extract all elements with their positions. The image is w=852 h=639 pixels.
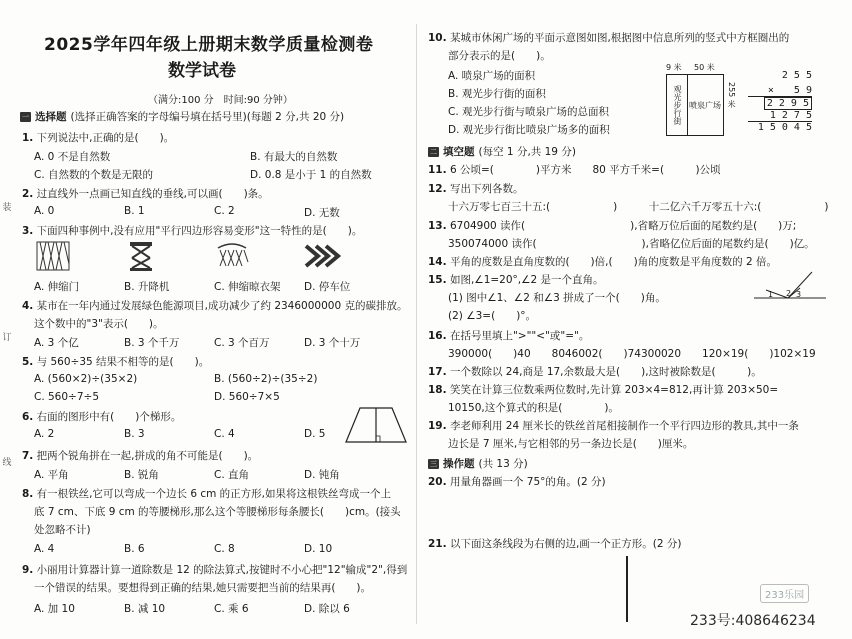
score-time-line: （满分:100 分 时间:90 分钟）: [148, 95, 293, 106]
question-text: 某市在一年内通过发展绿色能源项目,成功减少了约 2346000000 克的碳排放。: [36, 300, 408, 312]
question-text: 用量角器画一个 75°的角。(2 分): [449, 476, 606, 488]
question-9: [22, 562, 407, 577]
option-d: D. 无数: [304, 207, 340, 219]
question-3: [22, 223, 362, 238]
question-number: 12.: [428, 183, 447, 195]
question-8: [22, 486, 391, 501]
angle-label-3: 3: [796, 290, 802, 299]
question-5: [22, 354, 209, 369]
question-number: 14.: [428, 256, 447, 268]
section-number-icon: 二: [430, 147, 437, 156]
question-number: 19.: [428, 420, 447, 432]
question-16: [428, 328, 589, 343]
question-number: 20.: [428, 476, 447, 488]
question-number: 4.: [22, 300, 34, 312]
option-a: A. (560×2)÷(35×2): [34, 373, 138, 385]
question-4: [22, 298, 407, 313]
question-text: 下面四种事例中,没有应用"平行四边形容易变形"这一特性的是( )。: [36, 225, 363, 237]
question-4-line2: 这个数中的"3"表示( )。: [34, 318, 164, 330]
option-d: D. 停车位: [304, 281, 351, 293]
calc-line: 1 5 0 4 5: [757, 122, 812, 133]
option-c: C. 8: [214, 543, 235, 555]
question-14: [428, 254, 777, 269]
question-number: 9.: [22, 564, 34, 576]
question-18: [428, 382, 778, 397]
question-number: 21.: [428, 538, 447, 550]
section-label: 操作题: [443, 458, 475, 470]
option-c: C. 自然数的个数是无限的: [34, 169, 154, 181]
question-number: 2.: [22, 188, 34, 200]
question-11: [428, 162, 721, 177]
width-label-50m: 50 米: [694, 63, 715, 72]
exam-subtitle: 数学试卷: [168, 61, 236, 81]
question-text: 在括号里填上">""<"或"="。: [449, 330, 590, 342]
question-number: 6.: [22, 411, 34, 423]
question-number: 17.: [428, 366, 447, 378]
option-a: A. 3 个亿: [34, 337, 79, 349]
option-b: B. 6: [124, 543, 145, 555]
question-text: 过直线外一点画已知直线的垂线,可以画( )条。: [36, 188, 269, 200]
binding-strip: [0, 60, 14, 580]
option-c: C. 直角: [214, 469, 250, 481]
calc-line: × 5 9: [748, 81, 812, 97]
walkway-box: 观光步行街: [666, 74, 688, 136]
question-15-part1: (1) 图中∠1、∠2 和∠3 拼成了一个( )角。: [448, 292, 666, 304]
calc-boxed-line: 2 2 9 5: [764, 97, 812, 110]
option-b: B. 锐角: [124, 469, 159, 481]
width-label-9m: 9 米: [666, 63, 682, 72]
option-d: D. 观光步行街比喷泉广场多的面积: [448, 124, 610, 136]
option-d: D. 560÷7×5: [214, 391, 280, 403]
question-text: 有一根铁丝,它可以弯成一个边长 6 cm 的正方形,如果将这根铁丝弯成一个上: [36, 488, 392, 500]
question-text: 以下面这条线段为右侧的边,画一个正方形。(2 分): [449, 538, 682, 550]
binding-mark: 装: [2, 203, 12, 213]
question-text: 李老师利用 24 厘米长的铁丝首尾相接制作一个平行四边形的教具,其中一条: [449, 420, 799, 432]
section-fill-header: [428, 144, 576, 159]
question-16-line: 390000( )40 8046002( )74300020 120×19( )102×19: [448, 348, 816, 360]
option-b: B. 减 10: [124, 603, 166, 615]
section-note: (共 13 分): [478, 458, 528, 470]
question-number: 8.: [22, 488, 34, 500]
option-d: D. 除以 6: [304, 603, 350, 615]
option-b: B. 3 个千万: [124, 337, 180, 349]
angle-label-2: 2: [786, 289, 792, 298]
question-20: [428, 474, 606, 489]
binding-mark: 订: [2, 333, 12, 343]
question-text: 下列说法中,正确的是( )。: [36, 132, 175, 144]
question-text: 一个数除以 24,商是 17,余数最大是( ),这时被除数是( )。: [449, 366, 762, 378]
option-b: B. 升降机: [124, 281, 170, 293]
question-6: [22, 409, 181, 424]
section-note: (选择正确答案的字母编号填在括号里)(每题 2 分,共 20 分): [70, 111, 345, 123]
calc-line: 1 2 7 5: [748, 110, 812, 122]
question-number: 16.: [428, 330, 447, 342]
site-logo: 233乐园: [760, 584, 809, 603]
question-text: 某城市休闲广场的平面示意图如图,根据图中信息所列的竖式中方框圈出的: [449, 32, 790, 44]
question-7: [22, 448, 258, 463]
option-c: C. 观光步行街与喷泉广场的总面积: [448, 106, 610, 118]
option-b: B. 有最大的自然数: [250, 151, 338, 163]
question-9-line2: 一个错误的结果。要想得到正确的结果,她只需要把当前的结果再( )。: [34, 582, 372, 594]
question-19-line2: 边长是 7 厘米,与它相邻的另一条边长是( )厘米。: [448, 438, 694, 450]
watermark-text: 233号:408646234: [690, 613, 816, 629]
binding-mark: 线: [2, 458, 12, 468]
question-number: 13.: [428, 220, 447, 232]
section-choice-header: [20, 109, 344, 124]
question-text: 右面的图形中有( )个梯形。: [36, 411, 182, 423]
question-8-line3: 处忽略不计): [34, 524, 91, 536]
question-number: 1.: [22, 132, 34, 144]
question-number: 11.: [428, 164, 447, 176]
question-15: [428, 272, 604, 287]
question-text: 把两个锐角拼在一起,拼成的角不可能是( )。: [36, 450, 259, 462]
option-c: C. 4: [214, 428, 235, 440]
question-number: 7.: [22, 450, 34, 462]
question-1: [22, 130, 174, 145]
question-number: 15.: [428, 274, 447, 286]
section-number-icon: 三: [430, 459, 437, 468]
question-10: [428, 30, 789, 45]
option-d: D. 0.8 是小于 1 的自然数: [250, 169, 372, 181]
option-b: B. 3: [124, 428, 145, 440]
question-15-part2: (2) ∠3=( )°。: [448, 310, 537, 322]
section-label: 选择题: [35, 111, 67, 123]
question-text: 写出下列各数。: [449, 183, 524, 195]
question-text: 如图,∠1=20°,∠2 是一个直角。: [449, 274, 604, 286]
question-2: [22, 186, 269, 201]
question-number: 10.: [428, 32, 447, 44]
option-d: D. 3 个十万: [304, 337, 361, 349]
option-d: D. 钝角: [304, 469, 340, 481]
question-text: 平角的度数是直角度数的( )倍,( )角的度数是平角度数的 2 倍。: [449, 256, 778, 268]
question-8-line2: 底 7 cm、下底 9 cm 的等腰梯形,那么这个等腰梯形每条腰长( )cm。(接头: [34, 506, 401, 518]
question-13: [428, 218, 796, 233]
angle-label-1: 1: [768, 290, 774, 299]
option-a: A. 4: [34, 543, 55, 555]
question-text: 小丽用计算器计算一道除数是 12 的除法算式,按键时不小心把"12"输成"2",得到: [36, 564, 408, 576]
option-a: A. 平角: [34, 469, 69, 481]
section-number-icon: 一: [22, 112, 29, 121]
option-c: C. 伸缩晾衣架: [214, 281, 281, 293]
option-a: A. 伸缩门: [34, 281, 80, 293]
section-note: (每空 1 分,共 19 分): [478, 146, 576, 158]
trapezoid-figure: [342, 404, 410, 446]
given-line-segment: [626, 556, 628, 622]
question-12: [428, 181, 523, 196]
question-text: 6704900 读作( ),省略万位后面的尾数约是( )万;: [449, 220, 797, 232]
folding-gate-image: [36, 240, 70, 272]
question-number: 18.: [428, 384, 447, 396]
option-c: C. 2: [214, 205, 235, 217]
plaza-box: 喷泉广场: [687, 74, 724, 136]
option-b: B. 观光步行街的面积: [448, 88, 546, 100]
option-a: A. 喷泉广场的面积: [448, 70, 536, 82]
angle-figure: [752, 268, 828, 304]
section-label: 填空题: [443, 146, 475, 158]
question-12-line: 十六万零七百三十五:( ) 十二亿六千万零五十六:( ): [448, 201, 829, 213]
option-a: A. 2: [34, 428, 55, 440]
option-a: A. 0: [34, 205, 55, 217]
option-a: A. 加 10: [34, 603, 75, 615]
section-operation-header: [428, 456, 528, 471]
question-text: 笑笑在计算三位数乘两位数时,先计算 203×4=812,再计算 203×50=: [449, 384, 779, 396]
option-a: A. 0 不是自然数: [34, 151, 111, 163]
question-21: [428, 536, 682, 551]
question-18-line2: 10150,这个算式的积是( )。: [448, 402, 619, 414]
option-c: C. 3 个百万: [214, 337, 270, 349]
option-d: D. 5: [304, 428, 326, 440]
question-19: [428, 418, 799, 433]
option-c: C. 560÷7÷5: [34, 391, 100, 403]
plaza-diagram: [666, 62, 740, 138]
vertical-multiplication: [748, 70, 812, 133]
calc-line: 2 5 5: [781, 70, 812, 81]
question-number: 3.: [22, 225, 34, 237]
option-b: B. 1: [124, 205, 145, 217]
question-number: 5.: [22, 356, 34, 368]
question-10-line2: 部分表示的是( )。: [448, 50, 551, 62]
question-text: 6 公顷=( )平方米 80 平方千米=( )公顷: [449, 164, 721, 176]
height-label: 255 米: [727, 82, 736, 108]
question-17: [428, 364, 762, 379]
option-c: C. 乘 6: [214, 603, 249, 615]
question-13-line2: 350074000 读作( ),省略亿位后面的尾数约是( )亿。: [448, 238, 815, 250]
option-b: B. (560÷2)÷(35÷2): [214, 373, 318, 385]
lift-machine-image: [126, 240, 156, 272]
question-text: 与 560÷35 结果不相等的是( )。: [36, 356, 210, 368]
drying-rack-image: [214, 240, 250, 272]
option-d: D. 10: [304, 543, 333, 555]
exam-title: 2025学年四年级上册期末数学质量检测卷: [44, 35, 374, 55]
parking-space-image: [304, 242, 344, 270]
column-divider: [416, 24, 417, 624]
